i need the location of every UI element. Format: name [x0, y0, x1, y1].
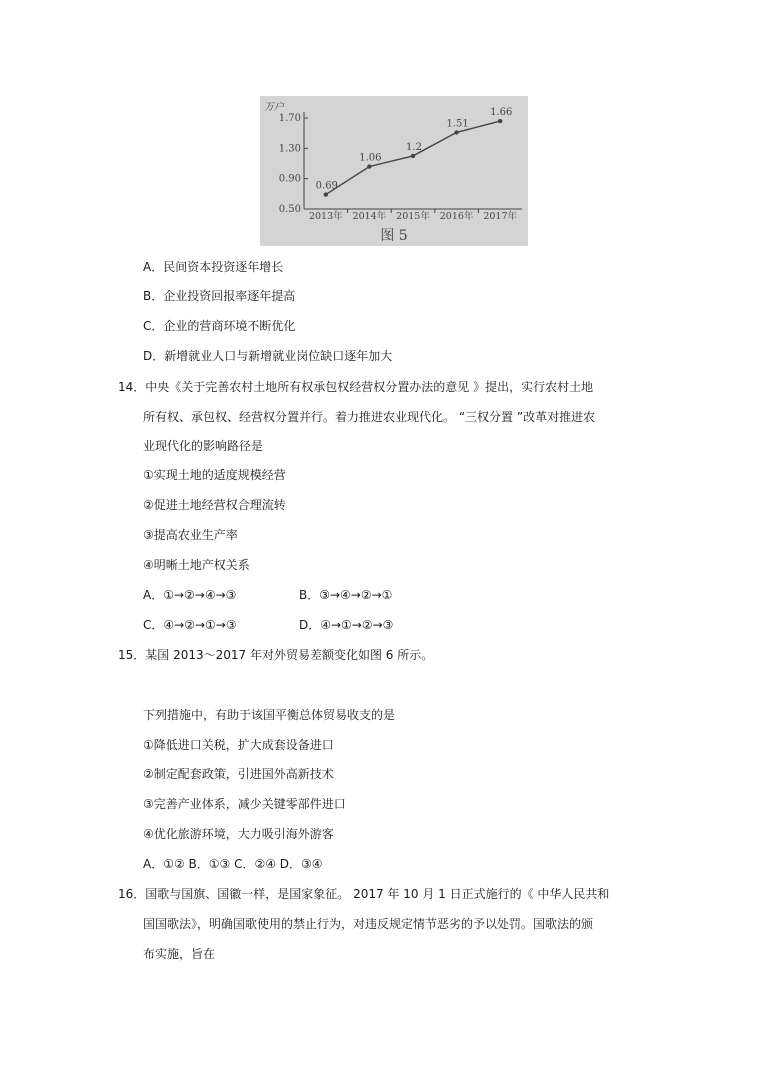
q13-option-c: C．企业的营商环境不断优化 — [143, 319, 296, 333]
q13-option-a: A．民间资本投资逐年增长 — [143, 260, 284, 274]
data-label: 1.06 — [359, 152, 382, 164]
q15-title: 15．某国 2013～2017 年对外贸易差额变化如图 6 所示。 — [118, 648, 434, 662]
figure-caption: 图 5 — [380, 228, 408, 244]
q13-option-b: B．企业投资回报率逐年提高 — [143, 289, 296, 303]
data-label: 1.2 — [406, 141, 422, 153]
y-tick-label: 1.30 — [278, 143, 301, 155]
q14-item-3: ③提高农业生产率 — [143, 528, 238, 542]
y-tick-label: 0.90 — [278, 173, 301, 185]
data-label: 1.66 — [490, 107, 513, 119]
q13-option-d: D．新增就业人口与新增就业岗位缺口逐年加大 — [143, 349, 393, 363]
q14-stem-line-3: 业现代化的影响路径是 — [143, 439, 264, 453]
x-tick-label: 2016年 — [439, 211, 474, 222]
q14-item-4: ④明晰土地产权关系 — [143, 558, 250, 572]
x-tick-label: 2014年 — [352, 211, 387, 222]
line-chart — [260, 96, 528, 246]
q15-item-3: ③完善产业体系，减少关键零部件进口 — [143, 797, 346, 811]
q15-stem: 下列措施中，有助于该国平衡总体贸易收支的是 — [143, 708, 396, 722]
q15-item-1: ①降低进口关税，扩大成套设备进口 — [143, 738, 334, 752]
q15-item-4: ④优化旅游环境，大力吸引海外游客 — [143, 827, 334, 841]
q16-stem-line-2: 国国歌法》，明确国歌使用的禁止行为，对违反规定情节恶劣的予以处罚。国歌法的颁 — [143, 917, 594, 931]
data-label: 1.51 — [446, 118, 469, 130]
q15-item-2: ②制定配套政策，引进国外高新技术 — [143, 767, 334, 781]
y-tick-label: 0.50 — [278, 204, 301, 215]
x-tick-label: 2013年 — [308, 211, 343, 222]
y-unit-label: 万户 — [264, 102, 284, 113]
q14-option-a: A．①→②→④→③ — [143, 588, 237, 602]
x-tick-label: 2015年 — [396, 211, 430, 222]
data-point — [367, 164, 371, 168]
data-point — [324, 192, 328, 196]
q14-item-2: ②促进土地经营权合理流转 — [143, 498, 286, 512]
q14-stem-line-2: 所有权、承包权、经营权分置并行。着力推进农业现代化。 “三权分置 ”改革对推进农 — [143, 410, 596, 424]
figure-5 — [260, 96, 528, 246]
data-point — [411, 154, 415, 158]
x-tick-label: 2017年 — [483, 211, 518, 222]
q14-option-d: D．④→①→②→③ — [299, 618, 394, 632]
q14-item-1: ①实现土地的适度规模经营 — [143, 468, 286, 482]
q16-stem-line-1: 16．国歌与国旗、国徽一样，是国家象征。 2017 年 10 月 1 日正式施行的《 中华人民共和 — [118, 887, 610, 901]
y-tick-label: 1.70 — [278, 113, 301, 124]
q15-options: A．①② B．①③ C．②④ D．③④ — [143, 857, 323, 871]
data-label: 0.69 — [315, 180, 338, 192]
q14-stem-line-1: 14．中央《关于完善农村土地所有权承包权经营权分置办法的意见 》提出，实行农村土地 — [118, 380, 594, 394]
q14-option-b: B．③→④→②→① — [299, 588, 393, 602]
data-point — [498, 119, 502, 123]
data-point — [454, 130, 458, 134]
q14-option-c: C．④→②→①→③ — [143, 618, 237, 632]
q16-stem-line-3: 布实施，旨在 — [143, 947, 216, 961]
